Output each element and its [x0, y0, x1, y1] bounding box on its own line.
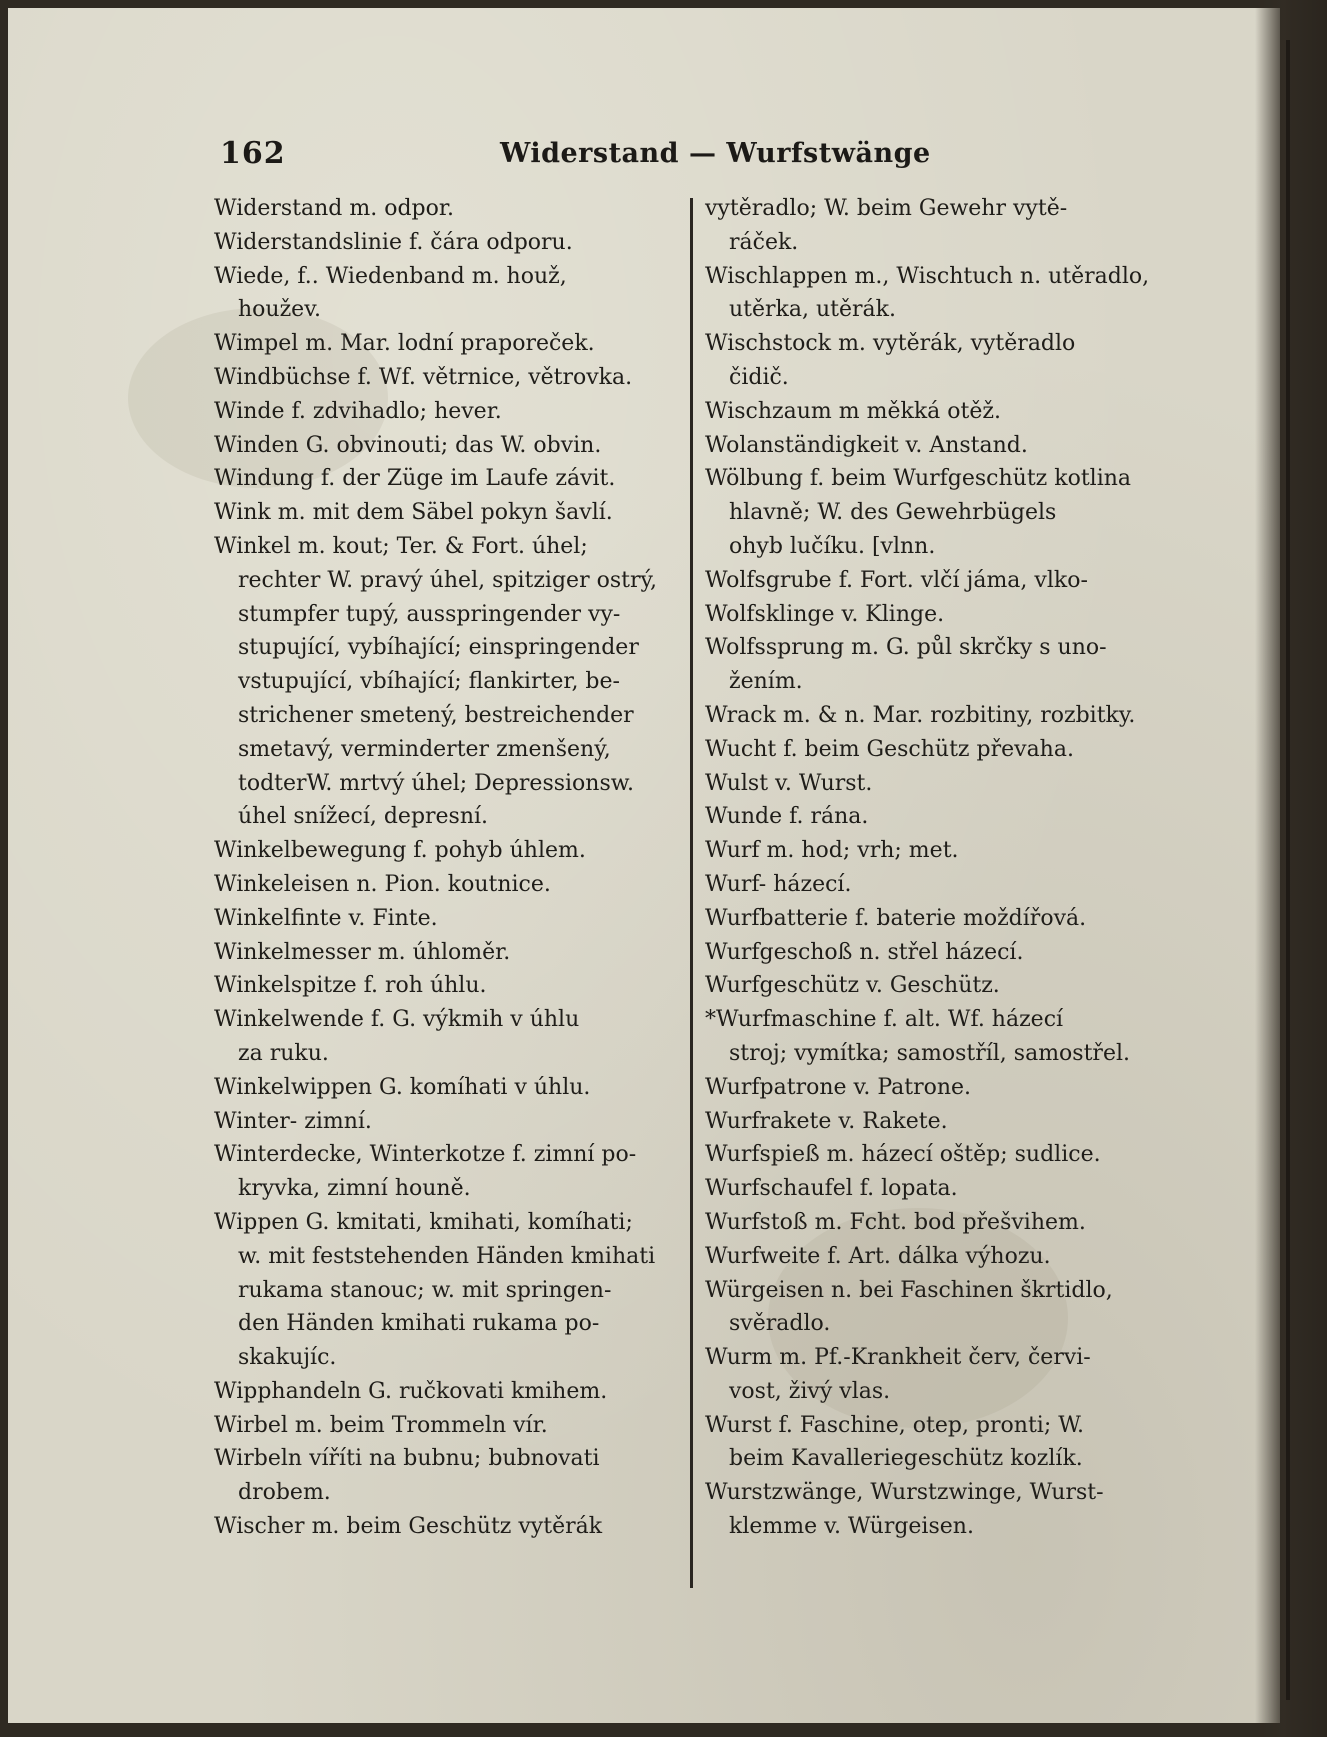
dictionary-entry — [705, 834, 1175, 868]
dictionary-entry — [705, 631, 1175, 699]
dictionary-entry — [214, 1409, 677, 1443]
entry-line-continuation: za ruku. — [238, 1040, 329, 1066]
entry-line-headword: Winden G. obvinouti; das W. obvin. — [214, 432, 602, 458]
entry-line-continuation: čidič. — [729, 364, 789, 390]
entry-line-headword: Widerstandslinie f. čára odporu. — [214, 229, 573, 255]
dictionary-entry — [214, 361, 677, 395]
entry-line-headword: Winkeleisen n. Pion. koutnice. — [214, 871, 551, 897]
entry-line-headword: Windung f. der Züge im Laufe závit. — [214, 466, 616, 492]
dictionary-entry — [214, 395, 677, 429]
dictionary-entry — [705, 1172, 1175, 1206]
entry-line-headword: Wurfrakete v. Rakete. — [705, 1108, 948, 1134]
dictionary-entry — [214, 530, 677, 834]
entry-line-headword: Wurstzwänge, Wurstzwinge, Wurst- — [705, 1480, 1104, 1506]
dictionary-entry — [705, 598, 1175, 632]
entry-line-headword: Wurfgeschütz v. Geschütz. — [705, 973, 1000, 999]
dictionary-entry — [705, 1105, 1175, 1139]
dictionary-entry — [705, 969, 1175, 1003]
dictionary-entry — [214, 1138, 677, 1206]
entry-line-headword: Wurf- házecí. — [705, 871, 852, 897]
entry-line-continuation: žením. — [729, 669, 803, 695]
entry-line-headword: Wink m. mit dem Säbel pokyn šavlí. — [214, 500, 613, 526]
entry-line-headword: Wirbel m. beim Trommeln vír. — [214, 1412, 548, 1438]
entry-line-headword: Wölbung f. beim Wurfgeschütz kotlina — [705, 466, 1132, 492]
entry-line-continuation: stroj; vymítka; samostříl, samostřel. — [729, 1040, 1130, 1066]
entry-line-headword: Winde f. zdvihadlo; hever. — [214, 398, 502, 424]
entry-line-continuation: úhel snížecí, depresní. — [238, 804, 489, 830]
entry-line-continuation: vost, živý vlas. — [729, 1378, 891, 1404]
entry-line-headword: Winterdecke, Winterkotze f. zimní po- — [214, 1142, 637, 1168]
entry-line-continuation: hlavně; W. des Gewehrbügels — [729, 500, 1057, 526]
dictionary-entry — [705, 395, 1175, 429]
entry-line-continuation: skakujíc. — [238, 1345, 337, 1371]
dictionary-entry — [705, 327, 1175, 395]
entry-line-headword: Windbüchse f. Wf. větrnice, větrovka. — [214, 364, 633, 390]
right-column — [705, 192, 1175, 1544]
dictionary-entry — [214, 1003, 677, 1071]
entry-line-continuation: utěrka, utěrák. — [729, 297, 896, 323]
entry-line-continuation: beim Kavalleriegeschütz kozlík. — [729, 1446, 1083, 1472]
dictionary-entry — [214, 496, 677, 530]
entry-line-continuation: den Händen kmihati rukama po- — [238, 1311, 600, 1337]
entry-line-headword: Wurm m. Pf.-Krankheit červ, červi- — [705, 1345, 1091, 1371]
entry-line-continuation: houžev. — [238, 297, 322, 323]
entry-line-continuation: w. mit feststehenden Händen kmihati — [238, 1243, 656, 1269]
entry-line-headword: Winkelwende f. G. výkmih v úhlu — [214, 1007, 580, 1033]
dictionary-entry — [214, 1510, 677, 1544]
entry-line-headword: Winkelmesser m. úhloměr. — [214, 939, 511, 965]
page-header — [210, 136, 1170, 176]
entry-line-headword: vytěradlo; W. beim Gewehr vytě- — [705, 196, 1068, 221]
entry-line-headword: Wucht f. beim Geschütz převaha. — [705, 736, 1074, 762]
entry-line-headword: Wurfpatrone v. Patrone. — [705, 1074, 972, 1100]
entry-line-continuation: drobem. — [238, 1480, 331, 1506]
entry-line-continuation: vstupující, vbíhající; flankirter, be- — [238, 669, 620, 695]
dictionary-entry — [214, 1375, 677, 1409]
entry-line-headword: Widerstand m. odpor. — [214, 196, 454, 221]
dictionary-entry — [214, 1071, 677, 1105]
entry-line-headword: Wulst v. Wurst. — [705, 770, 873, 796]
entry-line-headword: Wurfgeschoß n. střel házecí. — [705, 939, 1024, 965]
entry-line-continuation: smetavý, verminderter zmenšený, — [238, 736, 611, 762]
dictionary-entry — [214, 462, 677, 496]
entry-line-headword: *Wurfmaschine f. alt. Wf. házecí — [705, 1007, 1064, 1033]
dictionary-entry — [705, 1409, 1175, 1477]
entry-line-continuation: ohyb lučíku. [vlnn. — [729, 533, 936, 559]
dictionary-entry — [705, 1240, 1175, 1274]
book-gutter — [1255, 0, 1327, 1737]
page-number: 162 — [220, 136, 286, 171]
entry-line-headword: Wischzaum m měkká otěž. — [705, 398, 1001, 424]
column-divider — [690, 198, 693, 1588]
entry-line-continuation: stupující, vybíhající; einspringender — [238, 635, 639, 661]
dictionary-entry — [705, 1206, 1175, 1240]
entry-line-headword: Wolanständigkeit v. Anstand. — [705, 432, 1028, 458]
dictionary-entry — [214, 902, 677, 936]
entry-line-headword: Winkelspitze f. roh úhlu. — [214, 973, 487, 999]
entry-line-continuation: klemme v. Würgeisen. — [729, 1514, 974, 1540]
dictionary-entry — [214, 327, 677, 361]
left-column — [214, 192, 677, 1544]
entry-line-headword: Wiede, f.. Wiedenband m. houž, — [214, 263, 567, 289]
entry-line-continuation: rechter W. pravý úhel, spitziger ostrý, — [238, 567, 657, 593]
entry-line-headword: Wurfstoß m. Fcht. bod přešvihem. — [705, 1209, 1086, 1235]
dictionary-entry — [705, 902, 1175, 936]
entry-line-headword: Würgeisen n. bei Faschinen škrtidlo, — [705, 1277, 1113, 1303]
entry-line-headword: Winkel m. kout; Ter. & Fort. úhel; — [214, 533, 588, 559]
entry-line-headword: Wurfweite f. Art. dálka výhozu. — [705, 1243, 1051, 1269]
entry-line-headword: Wimpel m. Mar. lodní praporeček. — [214, 331, 595, 357]
dictionary-entry — [214, 868, 677, 902]
dictionary-entry — [214, 260, 677, 328]
dictionary-entry — [214, 192, 677, 226]
dictionary-entry — [705, 1476, 1175, 1544]
entry-line-headword: Wischlappen m., Wischtuch n. utěradlo, — [705, 263, 1150, 289]
entry-line-headword: Wischer m. beim Geschütz vytěrák — [214, 1514, 603, 1540]
dictionary-entry — [705, 1274, 1175, 1342]
entry-line-headword: Winkelwippen G. komíhati v úhlu. — [214, 1074, 591, 1100]
entry-line-headword: Wrack m. & n. Mar. rozbitiny, rozbitky. — [705, 702, 1136, 728]
entry-line-headword: Wolfsgrube f. Fort. vlčí jáma, vlko- — [705, 567, 1088, 593]
dictionary-entry — [214, 936, 677, 970]
dictionary-entry — [214, 1206, 677, 1375]
dictionary-entry — [705, 462, 1175, 563]
entry-line-headword: Winkelbewegung f. pohyb úhlem. — [214, 838, 586, 864]
dictionary-entry — [705, 767, 1175, 801]
dictionary-entry — [214, 429, 677, 463]
dictionary-entry — [705, 800, 1175, 834]
dictionary-entry — [705, 1071, 1175, 1105]
entry-line-continuation: kryvka, zimní houně. — [238, 1176, 471, 1202]
entry-line-continuation: rukama stanouc; w. mit springen- — [238, 1277, 612, 1303]
dictionary-entry — [705, 868, 1175, 902]
dictionary-entry — [705, 429, 1175, 463]
dictionary-entry — [214, 834, 677, 868]
dictionary-entry — [214, 969, 677, 1003]
dictionary-entry — [705, 564, 1175, 598]
entry-line-headword: Wippen G. kmitati, kmihati, komíhati; — [214, 1209, 633, 1235]
running-head: Widerstand — Wurfstwänge — [500, 138, 931, 169]
dictionary-entry — [705, 1003, 1175, 1071]
dictionary-entry — [214, 1442, 677, 1510]
dictionary-entry — [705, 192, 1175, 260]
entry-line-headword: Wurst f. Faschine, otep, pronti; W. — [705, 1412, 1084, 1438]
entry-line-headword: Wurfbatterie f. baterie moždířová. — [705, 905, 1087, 931]
entry-line-headword: Wolfsklinge v. Klinge. — [705, 601, 945, 627]
entry-line-headword: Winkelfinte v. Finte. — [214, 905, 438, 931]
dictionary-entry — [705, 260, 1175, 328]
entry-line-headword: Wipphandeln G. ručkovati kmihem. — [214, 1378, 608, 1404]
dictionary-entry — [705, 1341, 1175, 1409]
entry-line-headword: Wirbeln víříti na bubnu; bubnovati — [214, 1446, 600, 1472]
dictionary-entry — [705, 699, 1175, 733]
dictionary-entry — [705, 733, 1175, 767]
entry-line-headword: Wurfschaufel f. lopata. — [705, 1176, 958, 1202]
entry-line-continuation: svěradlo. — [729, 1311, 831, 1337]
entry-line-headword: Wurf m. hod; vrh; met. — [705, 838, 959, 864]
dictionary-entry — [705, 1138, 1175, 1172]
entry-line-headword: Wunde f. rána. — [705, 804, 869, 830]
entry-line-headword: Wolfssprung m. G. půl skrčky s uno- — [705, 635, 1107, 661]
entry-line-continuation: strichener smetený, bestreichender — [238, 702, 634, 728]
entry-line-headword: Winter- zimní. — [214, 1108, 372, 1134]
dictionary-entry — [214, 226, 677, 260]
dictionary-entry — [214, 1105, 677, 1139]
dictionary-entry — [705, 936, 1175, 970]
gutter-edge — [1286, 40, 1290, 1700]
entry-line-continuation: todterW. mrtvý úhel; Depressionsw. — [238, 770, 634, 796]
entry-line-continuation: stumpfer tupý, ausspringender vy- — [238, 601, 621, 627]
entry-line-headword: Wischstock m. vytěrák, vytěradlo — [705, 331, 1076, 357]
entry-line-headword: Wurfspieß m. házecí oštěp; sudlice. — [705, 1142, 1101, 1168]
entry-line-continuation: ráček. — [729, 229, 799, 255]
